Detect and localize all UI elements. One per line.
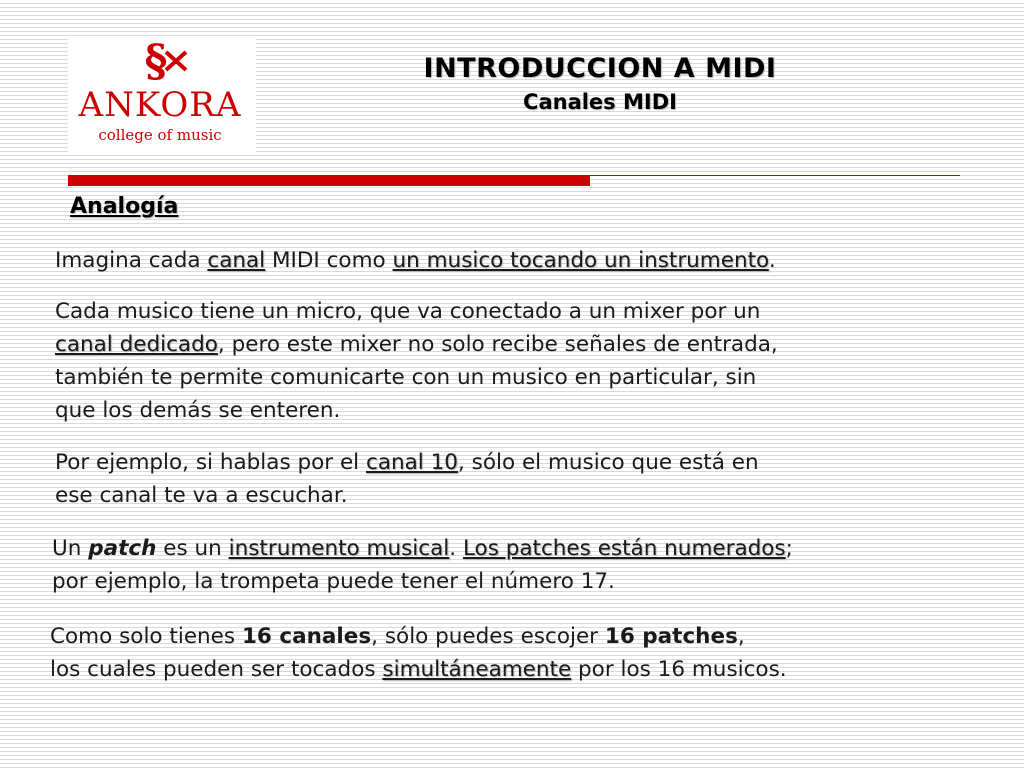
text: , sólo puedes escojer: [371, 624, 605, 649]
term-patch: patch: [88, 536, 157, 561]
paragraph-3: [55, 446, 759, 512]
text: Por ejemplo, si hablas por el: [55, 450, 366, 475]
text: ;: [785, 536, 793, 561]
ankora-logo-graphic: [68, 36, 256, 154]
highlight-instrumento-musical: instrumento musical: [228, 536, 450, 561]
paragraph-5: [50, 620, 787, 686]
header-rule-thin: [590, 175, 960, 176]
text: MIDI como: [265, 248, 393, 273]
page-subtitle: Canales MIDI: [523, 90, 677, 114]
paragraph-3-line-2: ese canal te va a escuchar.: [55, 483, 348, 508]
bold-16-patches: 16 patches: [604, 624, 738, 649]
paragraph-2: [55, 295, 778, 427]
highlight-patches-numerados: Los patches están numerados: [462, 536, 786, 561]
section-heading: Analogía: [70, 194, 179, 219]
highlight-canal-dedicado: canal dedicado: [55, 332, 218, 357]
paragraph-5-line-2: [50, 653, 787, 686]
ankora-logo: [68, 36, 256, 154]
paragraph-3-line-1: [55, 446, 759, 479]
text: , pero este mixer no solo recibe señales de entrada,: [217, 332, 778, 357]
highlight-canal-10: canal 10: [366, 450, 458, 475]
paragraph-2-line-1: Cada musico tiene un micro, que va conectado a un mixer por un: [55, 299, 761, 324]
text: ,: [737, 624, 745, 649]
paragraph-4-line-1: [52, 532, 793, 565]
text: Un: [52, 536, 89, 561]
page-title: INTRODUCCION A MIDI: [423, 53, 777, 84]
text: es un: [156, 536, 229, 561]
bold-16-canales: 16 canales: [241, 624, 372, 649]
highlight-simultaneamente: simultáneamente: [382, 657, 572, 682]
highlight-canal: canal: [207, 248, 266, 273]
paragraph-4: [52, 532, 793, 598]
text: los cuales pueden ser tocados: [50, 657, 383, 682]
paragraph-2-line-3: también te permite comunicarte con un musico en particular, sin: [55, 365, 757, 390]
paragraph-1-line-1: [55, 244, 776, 277]
text: Imagina cada: [55, 248, 208, 273]
highlight-musico-instrumento: un musico tocando un instrumento: [392, 248, 769, 273]
logo-brand: Ankora: [78, 85, 242, 125]
logo-tagline: college of music: [98, 126, 222, 144]
header: [260, 50, 940, 116]
text: .: [768, 248, 776, 273]
paragraph-1: [55, 244, 776, 277]
text: .: [449, 536, 463, 561]
logo-symbol: §: [144, 36, 168, 87]
text: , sólo el musico que está en: [457, 450, 759, 475]
text: por los 16 musicos.: [571, 657, 787, 682]
paragraph-5-line-1: [50, 620, 787, 653]
paragraph-2-line-4: que los demás se enteren.: [55, 398, 341, 423]
paragraph-4-line-2: por ejemplo, la trompeta puede tener el número 17.: [52, 569, 615, 594]
paragraph-2-line-2: [55, 328, 778, 361]
text: Como solo tienes: [50, 624, 242, 649]
header-rule-thick: [68, 175, 590, 186]
